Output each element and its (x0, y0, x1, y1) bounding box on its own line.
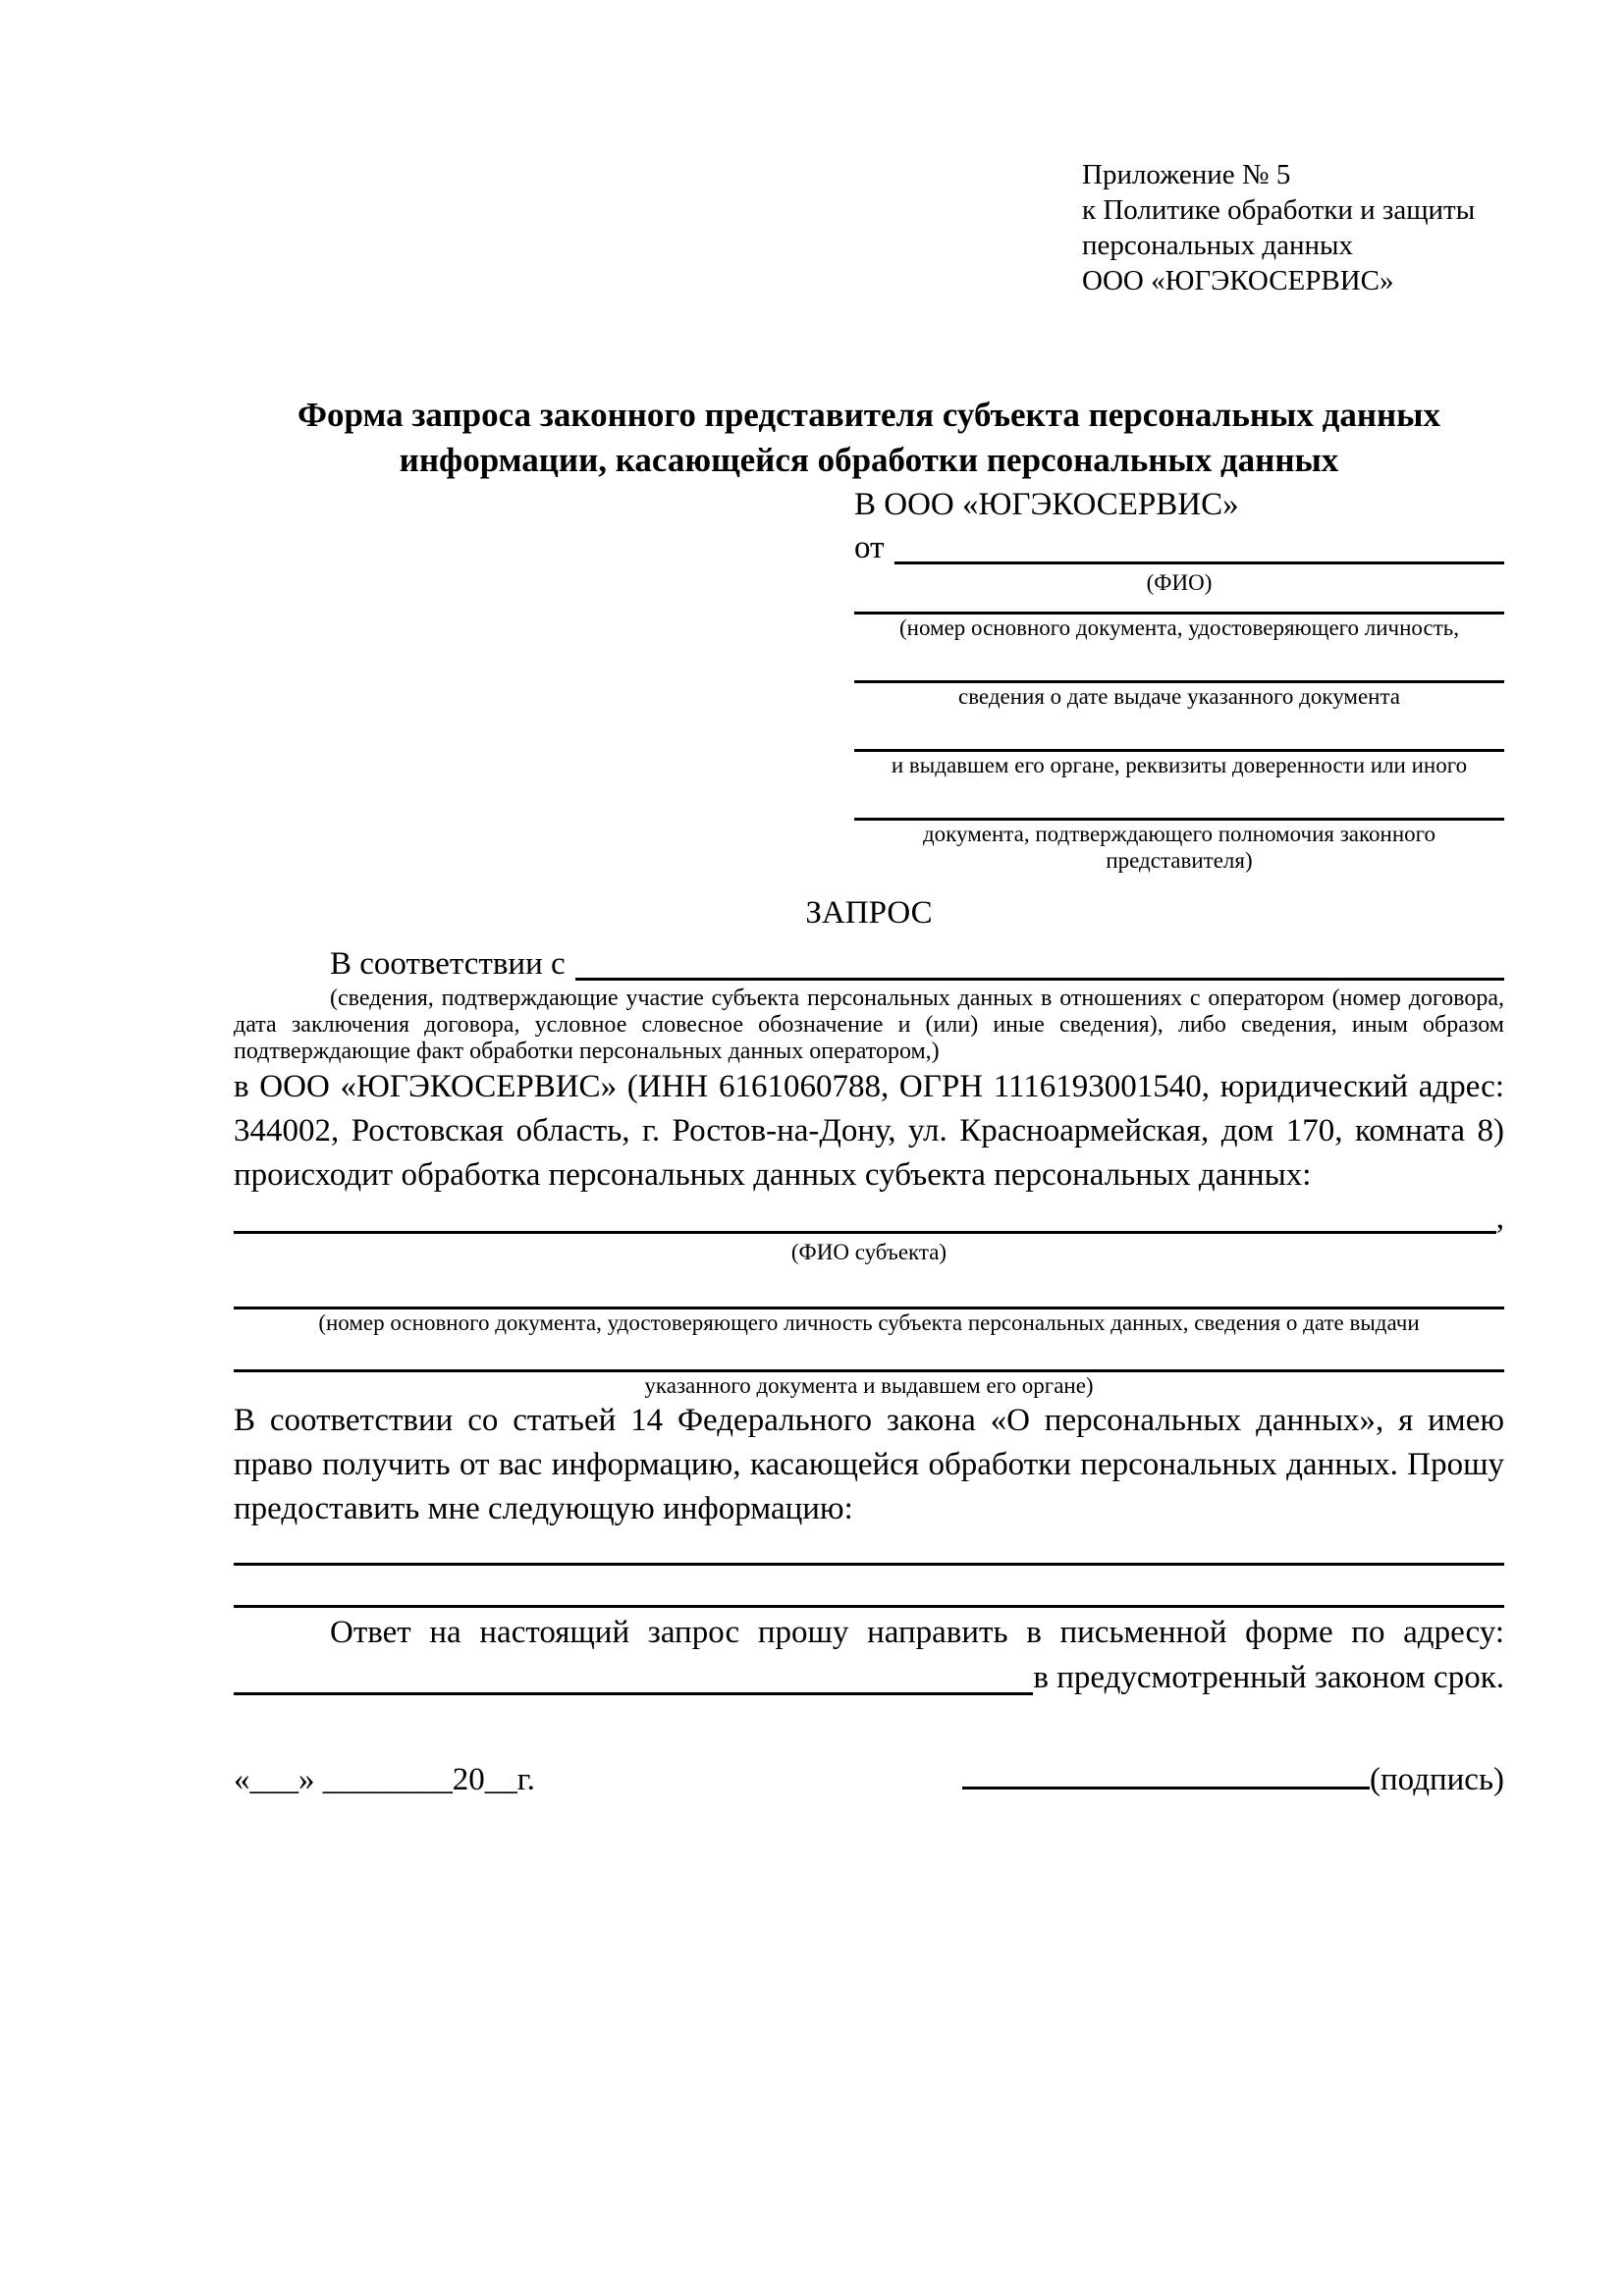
subject-document-caption-1: (номер основного документа, удостоверяющего личность субъекта персональных данных, сведения о дате выдачи (318, 1310, 1420, 1335)
document-title-line: информации, касающейся обработки персональных данных (399, 441, 1339, 479)
footer-row (234, 1757, 1504, 1799)
subject-document-input-line-2[interactable] (234, 1350, 1504, 1372)
subject-fio-input-line[interactable] (234, 1198, 1496, 1234)
appendix-block (1082, 157, 1504, 298)
requested-info-input-line-2[interactable] (234, 1566, 1504, 1608)
document-number-caption: (номер основного документа, удостоверяющего личность, (898, 615, 1459, 640)
subject-fio-row (234, 1198, 1504, 1239)
fio-caption: (ФИО) (1146, 570, 1213, 595)
accordance-smallprint: (сведения, подтверждающие участие субъекта персональных данных в отношениях с оператором (номер договора, дата заключения договора, условное словесное обозначение и (или) иные сведения), либо сведения, иным образом подтверждающие факт обработки персональных данных оператором,) (234, 986, 1504, 1064)
answer-tail: в предусмотренный законом срок. (1033, 1660, 1504, 1695)
request-heading: ЗАПРОС (805, 895, 933, 931)
appendix-line: к Политике обработки и защиты (1082, 194, 1476, 226)
accordance-input-line[interactable] (575, 942, 1504, 981)
appendix-line: Приложение № 5 (1082, 159, 1291, 190)
issue-date-input-line[interactable] (854, 665, 1504, 683)
requested-info-input-line-1[interactable] (234, 1539, 1504, 1566)
date-input-line[interactable]: «___» ________20__г. (234, 1762, 535, 1797)
signature-block (962, 1757, 1504, 1799)
answer-paragraph: Ответ на настоящий запрос прошу направить в письменной форме по адресу: (330, 1615, 1504, 1650)
subject-document-caption-2: указанного документа и выдавшем его органе) (644, 1373, 1094, 1398)
issue-date-caption: сведения о дате выдаче указанного документа (957, 684, 1401, 709)
authority-document-caption: документа, подтверждающего полномочия законного представителя) (922, 822, 1435, 873)
issuing-authority-input-line[interactable] (854, 733, 1504, 752)
subject-fio-caption: (ФИО субъекта) (790, 1240, 947, 1264)
issuing-authority-caption: и выдавшем его органе, реквизиты доверенности или иного (891, 753, 1468, 777)
document-title-line: Форма запроса законного представителя субъекта персональных данных (298, 396, 1440, 434)
signature-caption: (подпись) (1370, 1762, 1504, 1797)
trailing-comma: , (1495, 1201, 1504, 1236)
subject-document-input-line[interactable] (234, 1287, 1504, 1309)
fio-input-line[interactable] (894, 526, 1505, 564)
law-paragraph: В соответствии со статьей 14 Федерального закона «О персональных данных», я имею право получить от вас информацию, касающейся обработки персональных данных. Прошу предоставить мне следующую информацию: (234, 1403, 1504, 1526)
from-row (854, 526, 1504, 569)
addressee-to: В ООО «ЮГЭКОСЕРВИС» (854, 487, 1239, 522)
authority-document-input-line[interactable] (854, 802, 1504, 821)
addressee-block (854, 483, 1504, 874)
document-title (234, 393, 1504, 483)
accordance-row (234, 942, 1504, 986)
address-input-line[interactable] (234, 1655, 1033, 1695)
signature-input-line[interactable] (962, 1757, 1370, 1789)
appendix-line: ООО «ЮГЭКОСЕРВИС» (1082, 265, 1394, 296)
address-row (234, 1655, 1504, 1700)
document-number-input-line[interactable] (854, 596, 1504, 614)
appendix-line: персональных данных (1082, 230, 1354, 261)
from-label: от (854, 530, 885, 565)
operator-paragraph: в ООО «ЮГЭКОСЕРВИС» (ИНН 6161060788, ОГРН 1116193001540, юридический адрес: 344002, Ростовская область, г. Ростов-на-Дону, ул. Красноармейская, дом 170, комната 8) происходит обработка персональных данных субъекта персональных данных: (234, 1069, 1504, 1193)
accordance-label: В соответствии с (330, 946, 566, 982)
